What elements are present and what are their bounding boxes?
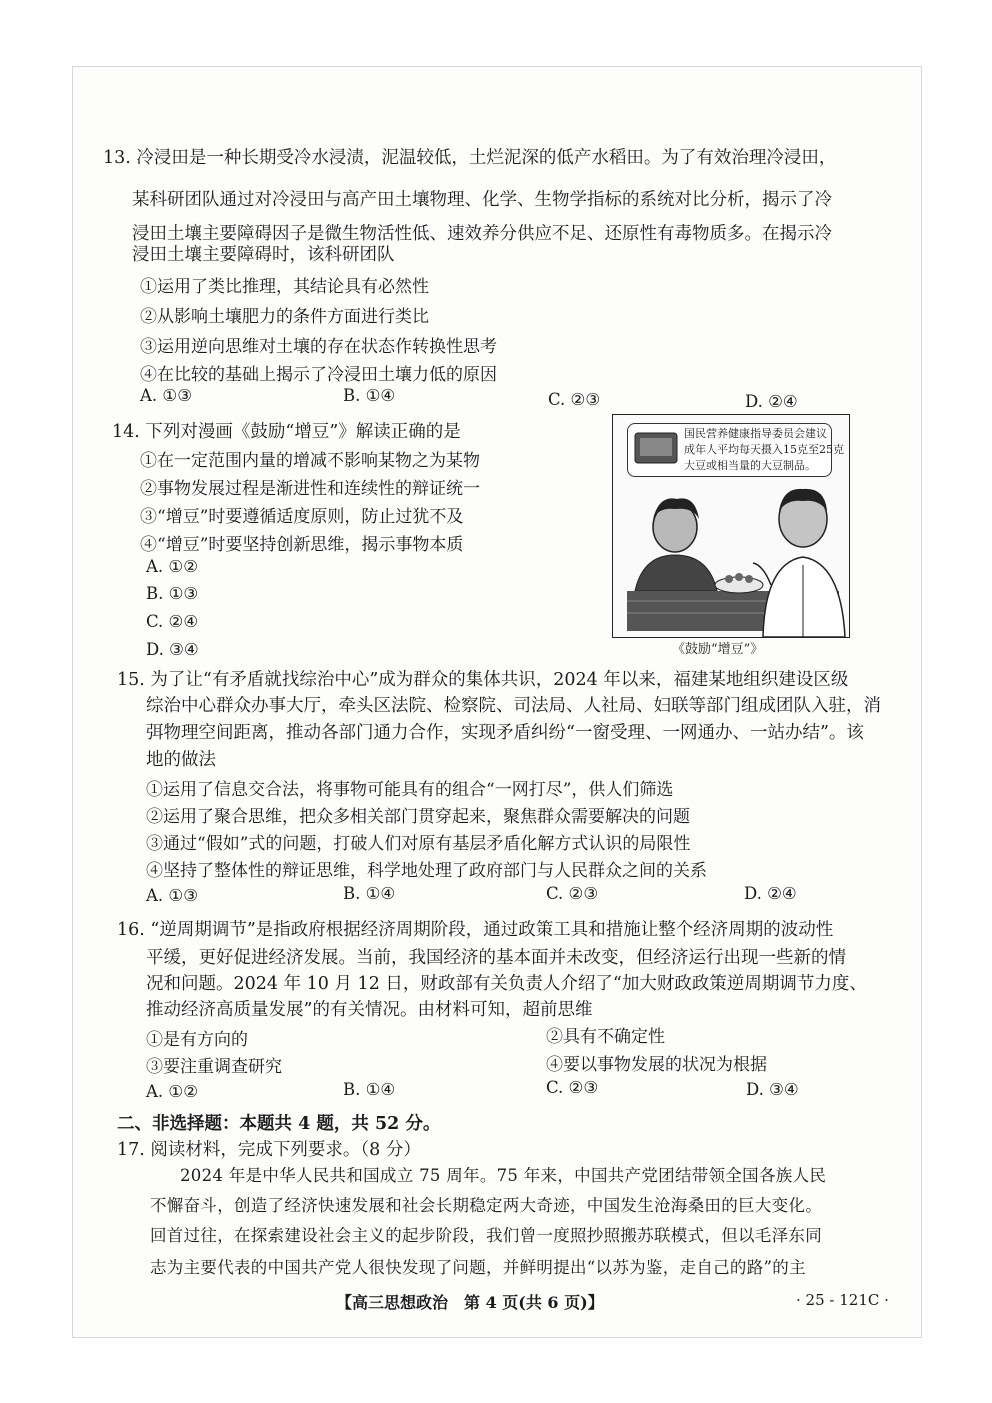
cartoon-speech-line-3: 大豆或相当量的大豆制品。 [684,459,816,472]
q14-option-2: ②事物发展过程是渐进性和连续性的辩证统一 [140,479,480,499]
q13-line-2: 某科研团队通过对冷浸田与高产田土壤物理、化学、生物学指标的系统对比分析，揭示了冷 [132,190,832,210]
q16-line-3: 况和问题。2024 年 10 月 12 日，财政部有关负责人介绍了“加大财政政策逆周期调节力度、 [146,974,867,994]
cartoon-speech-line-2: 成年人平均每天摄入15克至25克 [684,443,844,456]
q16-line-2: 平缓，更好促进经济发展。当前，我国经济的基本面并未改变，但经济运行出现一些新的情 [146,948,846,968]
q15-line-4: 地的做法 [146,750,216,770]
cartoon-caption: 《鼓励“增豆”》 [672,642,764,657]
q13-line-4: 浸田土壤主要障碍时，该科研团队 [132,245,395,265]
q17-passage-line-4: 志为主要代表的中国共产党人很快发现了问题，并鲜明提出“以苏为鉴，走自己的路”的主 [150,1258,806,1277]
cartoon-image [612,414,850,638]
q16-line-1: 16. “逆周期调节”是指政府根据经济周期阶段，通过政策工具和措施让整个经济周期的波动性 [117,920,834,940]
q13-line-1: 13. 冷浸田是一种长期受冷水浸渍，泥温较低，土烂泥深的低产水稻田。为了有效治理冷浸田， [103,148,837,168]
q16-choice-d: D. ③④ [746,1080,799,1099]
q16-option-3: ③要注重调查研究 [146,1057,282,1077]
q15-option-3: ③通过“假如”式的问题，打破人们对原有基层矛盾化解方式认识的局限性 [146,834,691,854]
section-heading: 二、非选择题：本题共 4 题，共 52 分。 [117,1114,441,1134]
q17-passage-line-2: 不懈奋斗，创造了经济快速发展和社会长期稳定两大奇迹，中国发生沧海桑田的巨大变化。 [150,1196,822,1215]
q13-option-1: ①运用了类比推理，其结论具有必然性 [140,277,429,297]
q15-option-2: ②运用了聚合思维，把众多相关部门贯穿起来，聚焦群众需要解决的问题 [146,807,690,827]
q13-choice-d: D. ②④ [745,392,798,411]
q14-stem: 14. 下列对漫画《鼓励“增豆”》解读正确的是 [112,422,461,442]
q15-line-1: 15. 为了让“有矛盾就找综治中心”成为群众的集体共识，2024 年以来，福建某地组织建设区级 [117,670,849,690]
q16-option-4: ④要以事物发展的状况为根据 [546,1055,767,1075]
q17-passage-line-3: 回首过往，在探索建设社会主义的起步阶段，我们曾一度照抄照搬苏联模式，但以毛泽东同 [150,1226,822,1245]
q16-choice-b: B. ①④ [343,1080,396,1099]
q14-choice-c: C. ②④ [146,612,199,631]
q15-choice-d: D. ②④ [744,884,797,903]
q14-option-1: ①在一定范围内量的增减不影响某物之为某物 [140,451,480,471]
q15-option-1: ①运用了信息交合法，将事物可能具有的组合“一网打尽”，供人们筛选 [146,780,674,800]
cartoon-speech-line-1: 国民营养健康指导委员会建议 [684,427,827,440]
q13-choice-b: B. ①④ [343,386,396,405]
q17-stem: 17. 阅读材料，完成下列要求。（8 分） [117,1140,421,1160]
q15-line-3: 弭物理空间距离，推动各部门通力合作，实现矛盾纠纷“一窗受理、一网通办、一站办结”。该 [146,723,864,743]
q15-line-2: 综治中心群众办事大厅，牵头区法院、检察院、司法局、人社局、妇联等部门组成团队入驻，消 [146,696,881,716]
q13-choice-a: A. ①③ [140,386,192,405]
page-footer-code: · 25 - 121C · [796,1291,889,1309]
cartoon-drawing [613,415,849,637]
q15-option-4: ④坚持了整体性的辩证思维，科学地处理了政府部门与人民群众之间的关系 [146,861,707,881]
q16-line-4: 推动经济高质量发展”的有关情况。由材料可知，超前思维 [146,1000,593,1020]
q15-choice-b: B. ①④ [343,884,396,903]
page-footer-title: 【高三思想政治 第 4 页(共 6 页)】 [336,1293,604,1312]
q16-choice-c: C. ②③ [546,1078,599,1097]
q17-passage-line-1: 2024 年是中华人民共和国成立 75 周年。75 年来，中国共产党团结带领全国各族人民 [180,1166,827,1185]
q13-choice-c: C. ②③ [548,390,601,409]
q16-option-1: ①是有方向的 [146,1030,248,1050]
q16-choice-a: A. ①② [146,1082,198,1101]
q15-choice-c: C. ②③ [546,884,599,903]
q14-choice-a: A. ①② [146,557,198,576]
q15-choice-a: A. ①③ [146,886,198,905]
q13-option-2: ②从影响土壤肥力的条件方面进行类比 [140,307,429,327]
q14-option-3: ③“增豆”时要遵循适度原则，防止过犹不及 [140,507,464,527]
q14-choice-d: D. ③④ [146,640,199,659]
q14-choice-b: B. ①③ [146,584,199,603]
q13-option-4: ④在比较的基础上揭示了冷浸田土壤力低的原因 [140,365,497,385]
q13-line-3: 浸田土壤主要障碍因子是微生物活性低、速效养分供应不足、还原性有毒物质多。在揭示冷 [132,224,832,244]
q16-option-2: ②具有不确定性 [546,1027,665,1047]
q13-option-3: ③运用逆向思维对土壤的存在状态作转换性思考 [140,337,497,357]
q14-option-4: ④“增豆”时要坚持创新思维，揭示事物本质 [140,535,464,555]
